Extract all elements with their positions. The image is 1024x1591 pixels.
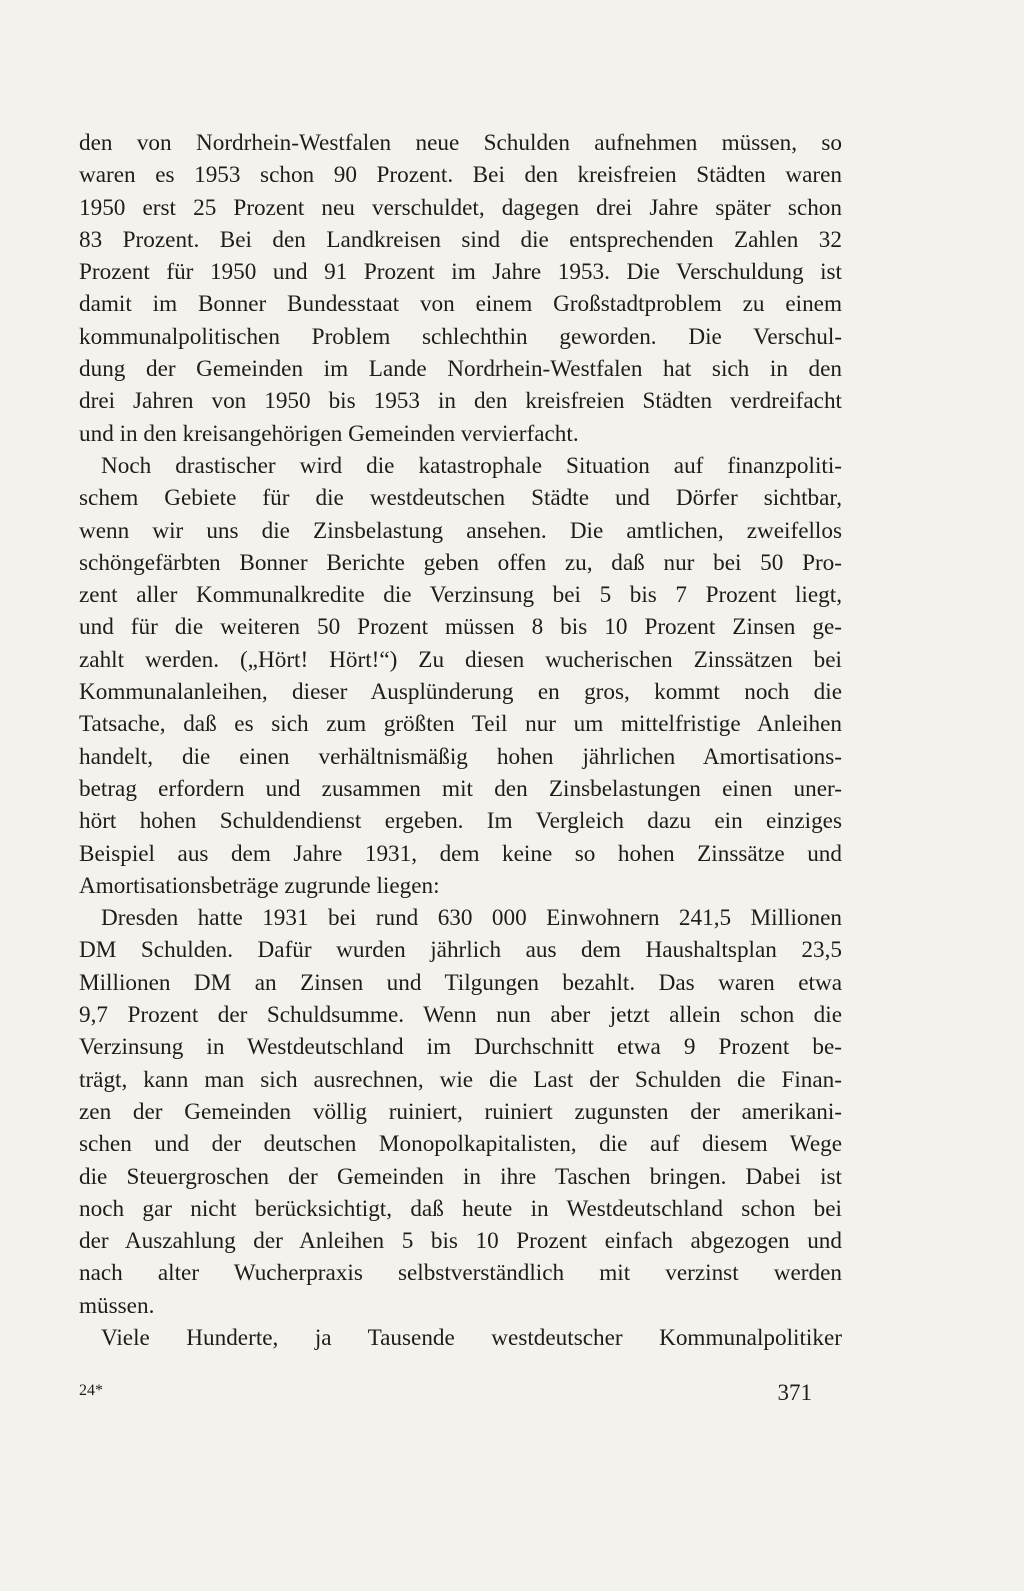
text-line: Dresden hatte 1931 bei rund 630 000 Einwohnern 241,5 Millionen bbox=[101, 905, 842, 932]
text-line: Beispiel aus dem Jahre 1931, dem keine so hohen Zinssätze und bbox=[79, 840, 842, 867]
text-line: Kommunalanleihen, dieser Ausplünderung en gros, kommt noch die bbox=[79, 679, 842, 706]
text-line: zahlt werden. („Hört! Hört!“) Zu diesen wucherischen Zinssätzen bei bbox=[79, 646, 842, 673]
text-line: schem Gebiete für die westdeutschen Städte und Dörfer sichtbar, bbox=[79, 485, 842, 512]
text-line: betrag erfordern und zusammen mit den Zinsbelastungen einen uner- bbox=[79, 775, 842, 802]
text-line: Amortisationsbeträge zugrunde liegen: bbox=[79, 872, 440, 899]
page-number: 371 bbox=[777, 1380, 812, 1405]
text-line: 9,7 Prozent der Schuldsumme. Wenn nun aber jetzt allein schon die bbox=[79, 1002, 842, 1029]
text-line: schöngefärbten Bonner Berichte geben offen zu, daß nur bei 50 Pro- bbox=[79, 549, 842, 576]
text-line: damit im Bonner Bundesstaat von einem Großstadtproblem zu einem bbox=[79, 291, 842, 318]
text-line: trägt, kann man sich ausrechnen, wie die Last der Schulden die Finan- bbox=[79, 1066, 842, 1093]
text-line: Tatsache, daß es sich zum größten Teil nur um mittelfristige Anleihen bbox=[79, 711, 842, 738]
text-line: müssen. bbox=[79, 1292, 155, 1319]
paragraph bbox=[79, 450, 842, 902]
text-line: zen der Gemeinden völlig ruiniert, ruiniert zugunsten der amerikani- bbox=[79, 1098, 842, 1125]
text-line: waren es 1953 schon 90 Prozent. Bei den kreisfreien Städten waren bbox=[79, 162, 842, 189]
text-line: wenn wir uns die Zinsbelastung ansehen. Die amtlichen, zweifellos bbox=[79, 517, 842, 544]
text-line: hört hohen Schuldendienst ergeben. Im Vergleich dazu ein einziges bbox=[79, 808, 842, 835]
paragraph bbox=[79, 127, 842, 450]
text-line: nach alter Wucherpraxis selbstverständlich mit verzinst werden bbox=[79, 1260, 842, 1287]
text-line: 1950 erst 25 Prozent neu verschuldet, dagegen drei Jahre später schon bbox=[79, 194, 842, 221]
text-line: drei Jahren von 1950 bis 1953 in den kreisfreien Städten verdreifacht bbox=[79, 388, 842, 415]
text-line: Prozent für 1950 und 91 Prozent im Jahre 1953. Die Verschuldung ist bbox=[79, 259, 842, 286]
text-line: und für die weiteren 50 Prozent müssen 8 bis 10 Prozent Zinsen ge- bbox=[79, 614, 842, 641]
text-line: Millionen DM an Zinsen und Tilgungen bezahlt. Das waren etwa bbox=[79, 969, 842, 996]
text-line: handelt, die einen verhältnismäßig hohen jährlichen Amortisations- bbox=[79, 743, 842, 770]
text-line: kommunalpolitischen Problem schlechthin geworden. Die Verschul- bbox=[79, 323, 842, 350]
text-line: DM Schulden. Dafür wurden jährlich aus dem Haushaltsplan 23,5 bbox=[79, 937, 842, 964]
body-text bbox=[79, 127, 842, 1354]
text-line: den von Nordrhein-Westfalen neue Schulden aufnehmen müssen, so bbox=[79, 130, 842, 156]
text-line: 83 Prozent. Bei den Landkreisen sind die entsprechenden Zahlen 32 bbox=[79, 226, 842, 253]
text-line: noch gar nicht berücksichtigt, daß heute in Westdeutschland schon bei bbox=[79, 1195, 842, 1222]
text-line: schen und der deutschen Monopolkapitalisten, die auf diesem Wege bbox=[79, 1131, 842, 1158]
text-line: Verzinsung in Westdeutschland im Durchschnitt etwa 9 Prozent be- bbox=[79, 1034, 842, 1061]
text-line: Viele Hunderte, ja Tausende westdeutscher Kommunalpolitiker bbox=[101, 1324, 842, 1351]
text-line: die Steuergroschen der Gemeinden in ihre Taschen bringen. Dabei ist bbox=[79, 1163, 842, 1190]
text-line: Noch drastischer wird die katastrophale Situation auf finanzpoliti- bbox=[101, 452, 842, 479]
text-line: der Auszahlung der Anleihen 5 bis 10 Prozent einfach abgezogen und bbox=[79, 1228, 842, 1255]
text-line: und in den kreisangehörigen Gemeinden vervierfacht. bbox=[79, 420, 579, 447]
paragraph bbox=[79, 902, 842, 1322]
text-line: dung der Gemeinden im Lande Nordrhein-Westfalen hat sich in den bbox=[79, 356, 842, 383]
page-footer bbox=[79, 1380, 812, 1414]
paragraph bbox=[79, 1322, 842, 1354]
text-line: zent aller Kommunalkredite die Verzinsung bei 5 bis 7 Prozent liegt, bbox=[79, 582, 842, 609]
printer-signature-mark: 24* bbox=[79, 1382, 103, 1399]
